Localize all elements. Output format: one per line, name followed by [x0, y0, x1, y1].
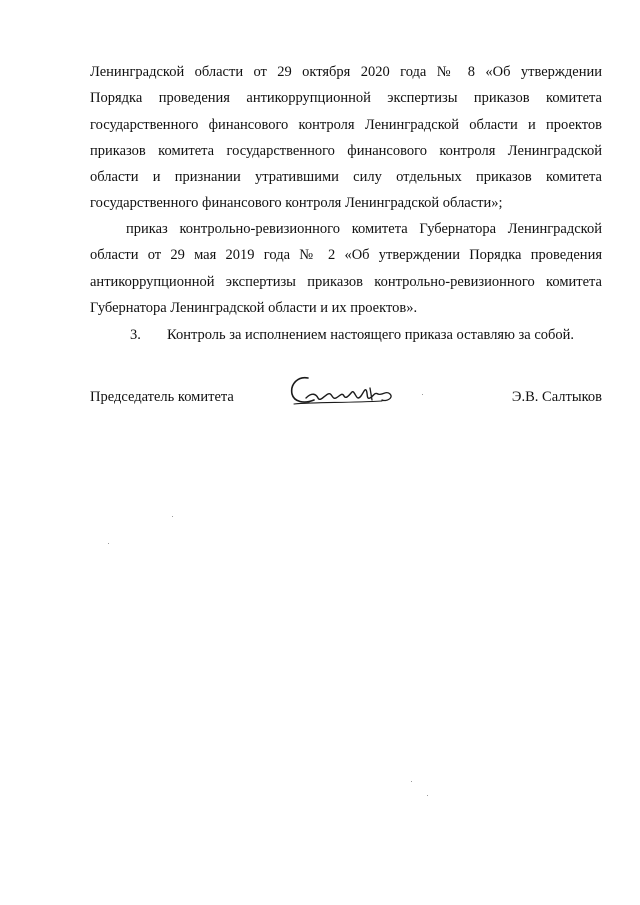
paragraph-2	[90, 216, 602, 321]
scan-speck	[427, 795, 428, 796]
paragraph-line: Порядка проведения антикоррупционной экспертизы приказов комитета	[90, 90, 602, 107]
numbered-item-3	[130, 322, 574, 348]
signatory-name: Э.В. Салтыков	[511, 389, 602, 405]
item-number: 3.	[130, 327, 141, 343]
scan-speck	[422, 394, 423, 395]
paragraph-line: приказов комитета государственного финансового контроля Ленинградской	[90, 142, 602, 159]
paragraph-line: области и признании утратившими силу отдельных приказов комитета	[90, 169, 602, 186]
scan-speck	[108, 543, 109, 544]
paragraph-line: государственного финансового контроля Ленинградской области»;	[90, 195, 503, 212]
scan-speck	[172, 516, 173, 517]
signatory-position: Председатель комитета	[90, 389, 234, 405]
handwritten-signature	[286, 370, 406, 414]
paragraph-1	[90, 59, 602, 217]
paragraph-line: государственного финансового контроля Ленинградской области и проектов	[90, 116, 602, 133]
paragraph-line: приказ контрольно-ревизионного комитета Губернатора Ленинградской	[126, 221, 602, 237]
paragraph-line: Губернатора Ленинградской области и их проектов».	[90, 299, 418, 316]
paragraph-line: области от 29 мая 2019 года № 2 «Об утверждении Порядка проведения	[90, 247, 602, 264]
paragraph-line: Ленинградской области от 29 октября 2020 года № 8 «Об утверждении	[90, 64, 602, 80]
item-text: Контроль за исполнением настоящего приказа оставляю за собой.	[167, 327, 575, 343]
scan-speck	[411, 781, 412, 782]
paragraph-line: антикоррупционной экспертизы приказов контрольно-ревизионного комитета	[90, 273, 602, 290]
